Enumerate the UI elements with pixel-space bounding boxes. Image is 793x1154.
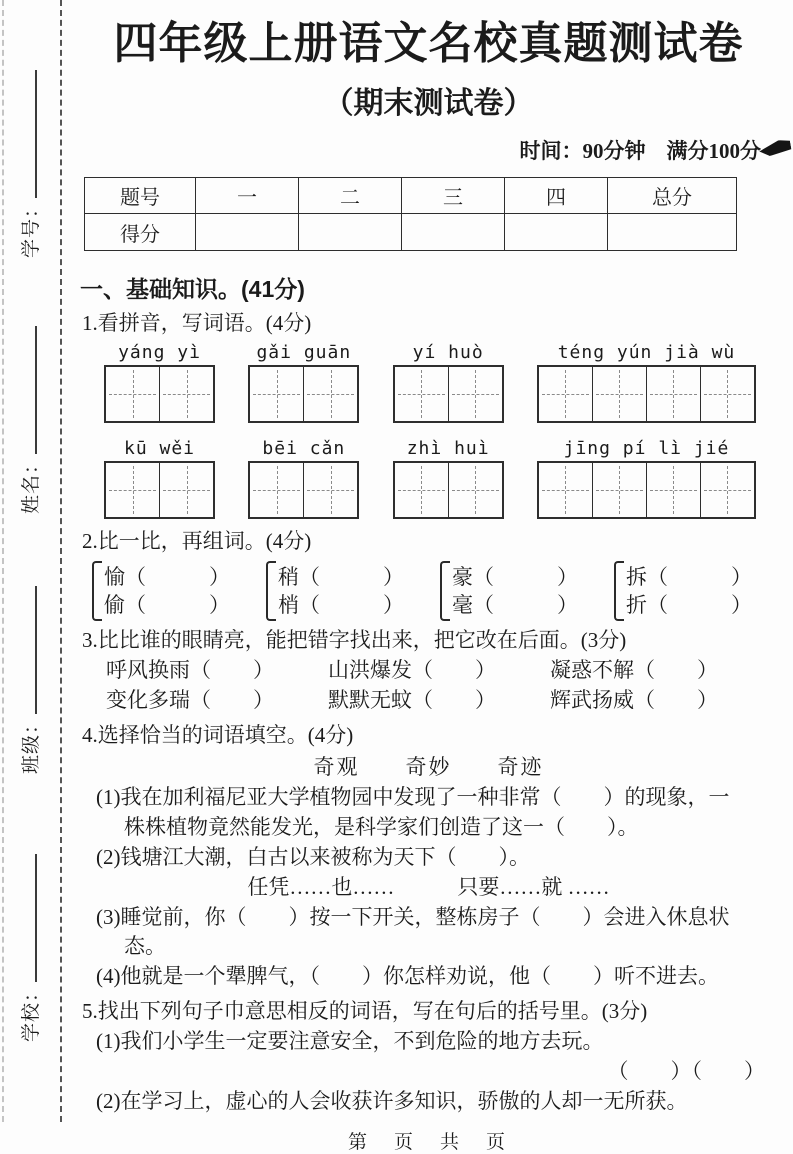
question-5-answer-blanks: （ ）（ ） — [607, 1059, 765, 1084]
class-field — [16, 586, 43, 774]
pinyin-label: jīng pí lì jié — [563, 437, 730, 459]
student-id-blank-line — [21, 70, 37, 198]
question-2-title: 2.比一比，再组词。(4分) — [82, 528, 312, 553]
section-1-heading: 一、基础知识。(41分) — [80, 276, 305, 303]
pinyin-label: yí huò — [412, 341, 484, 363]
word-pair — [92, 561, 230, 621]
score-table — [84, 177, 737, 251]
pinyin-label: téng yún jià wù — [557, 341, 736, 363]
error-word-item: 山洪爆发（ ） — [328, 658, 496, 683]
pinyin-label: kū wěi — [123, 437, 196, 459]
score-row-label: 得分 — [85, 214, 196, 251]
pinyin-label: yáng yì — [118, 341, 201, 363]
student-name-blank-line — [21, 326, 37, 454]
pair-top-char: 豪 — [452, 564, 473, 589]
word-bank: 奇观 奇妙 奇迹 — [313, 755, 544, 780]
error-words-row-1 — [106, 656, 779, 686]
word-bank-2: 任凭……也…… 只要……就 …… — [247, 874, 610, 899]
pinyin-row-1 — [104, 342, 756, 426]
answer-blank: （ ） — [125, 593, 230, 618]
score-cell-2 — [299, 214, 402, 251]
question-5-title: 5.找出下列句子巾意思相反的词语，写在句后的括号里。(3分) — [82, 999, 648, 1024]
class-blank-line — [21, 586, 37, 714]
word-pair — [614, 561, 752, 621]
score-cell-4 — [505, 214, 608, 251]
header-section-4: 四 — [505, 178, 608, 214]
bracket-icon — [92, 561, 102, 621]
score-table-score-row — [85, 214, 737, 251]
answer-blank: （ ） — [647, 593, 752, 618]
header-section-2: 二 — [299, 178, 402, 214]
question-4-item-3: (3)睡觉前，你（ ）按一下开关，整栋房子（ ）会进入休息状 — [96, 904, 730, 929]
pinyin-row-2 — [104, 438, 756, 522]
pair-bottom-char: 毫 — [452, 593, 473, 618]
question-4-item-1-cont: 株株植物竟然能发光，是科学家们创造了这一（ ）。 — [124, 815, 639, 840]
pair-bottom-char: 折 — [626, 593, 647, 618]
error-word-item: 变化多瑞（ ） — [106, 688, 274, 713]
character-writing-boxes — [537, 365, 756, 423]
character-writing-boxes — [248, 461, 359, 519]
character-writing-boxes — [393, 461, 504, 519]
pinyin-group — [104, 438, 215, 522]
question-4-title: 4.选择恰当的词语填空。(4分) — [82, 723, 354, 748]
pair-top-char: 拆 — [626, 564, 647, 589]
error-word-item: 默默无蚊（ ） — [328, 688, 496, 713]
school-label: 学校： — [21, 981, 42, 1042]
pair-bottom-char: 梢 — [278, 593, 299, 618]
header-section-3: 三 — [402, 178, 505, 214]
word-pair — [440, 561, 578, 621]
score-cell-3 — [402, 214, 505, 251]
pair-top-char: 愉 — [104, 564, 125, 589]
bracket-icon — [614, 561, 624, 621]
school-blank-line — [21, 854, 37, 982]
exam-title: 四年级上册语文名校真题测试卷 — [113, 19, 744, 68]
word-pair — [266, 561, 404, 621]
class-label: 班级： — [21, 713, 42, 774]
header-total-score: 总分 — [608, 178, 737, 214]
question-4-item-1: (1)我在加利福尼亚大学植物园中发现了一种非常（ ）的现象，一 — [96, 785, 730, 810]
error-words-row-2 — [106, 686, 779, 716]
question-4-item-2: (2)钱塘江大潮，白古以来被称为天下（ ）。 — [96, 845, 530, 870]
pinyin-group — [248, 438, 359, 522]
score-cell-1 — [196, 214, 299, 251]
header-question-number: 题号 — [85, 178, 196, 214]
pinyin-group — [248, 342, 359, 426]
pinyin-group — [537, 438, 756, 522]
pinyin-label: zhì huì — [406, 437, 490, 459]
pinyin-group — [393, 438, 504, 522]
answer-blank: （ ） — [299, 564, 404, 589]
bracket-icon — [440, 561, 450, 621]
question-5-item-1: (1)我们小学生一定要注意安全，不到危险的地方去玩。 — [96, 1029, 604, 1054]
pair-bottom-char: 偷 — [104, 593, 125, 618]
answer-blank: （ ） — [125, 564, 230, 589]
student-info-margin — [0, 0, 62, 1122]
student-name-label: 姓名： — [21, 453, 42, 514]
error-word-item: 呼风换雨（ ） — [106, 658, 274, 683]
question-1-title: 1.看拼音，写词语。(4分) — [82, 311, 312, 336]
character-writing-boxes — [104, 461, 215, 519]
character-writing-boxes — [104, 365, 215, 423]
word-pairs-row — [92, 561, 779, 621]
pinyin-group — [104, 342, 215, 426]
score-cell-total — [608, 214, 737, 251]
character-writing-boxes — [248, 365, 359, 423]
score-table-header-row — [85, 178, 737, 214]
header-section-1: 一 — [196, 178, 299, 214]
question-3-title: 3.比比谁的眼睛亮，能把错字找出来，把它改在后面。(3分) — [82, 628, 627, 653]
answer-blank: （ ） — [299, 593, 404, 618]
character-writing-boxes — [393, 365, 504, 423]
answer-blank: （ ） — [473, 564, 578, 589]
error-word-item: 辉武扬威（ ） — [550, 688, 718, 713]
character-writing-boxes — [537, 461, 756, 519]
bracket-icon — [266, 561, 276, 621]
error-word-item: 凝惑不解（ ） — [550, 658, 718, 683]
answer-blank: （ ） — [647, 564, 752, 589]
pinyin-label: bēi cǎn — [262, 437, 346, 459]
question-4-item-3-cont: 态。 — [124, 934, 166, 959]
school-field — [16, 854, 43, 1042]
time-and-score-info: 时间：90分钟 满分100分 — [519, 139, 761, 164]
question-5-item-2: (2)在学习上，虚心的人会收获许多知识，骄傲的人却一无所获。 — [96, 1089, 688, 1114]
pair-top-char: 稍 — [278, 564, 299, 589]
student-id-field — [16, 70, 43, 258]
pinyin-label: gǎi guān — [256, 341, 352, 363]
student-id-label: 学号： — [21, 197, 42, 258]
answer-blank: （ ） — [473, 593, 578, 618]
exam-content — [62, 0, 793, 1153]
exam-subtitle: （期末测试卷） — [323, 87, 534, 121]
question-4-item-4: (4)他就是一个犟脾气，（ ）你怎样劝说，他（ ）听不进去。 — [96, 964, 719, 989]
pinyin-group — [537, 342, 756, 426]
pinyin-group — [393, 342, 504, 426]
student-name-field — [16, 326, 43, 514]
page-footer: 第 页 共 页 — [347, 1131, 509, 1153]
